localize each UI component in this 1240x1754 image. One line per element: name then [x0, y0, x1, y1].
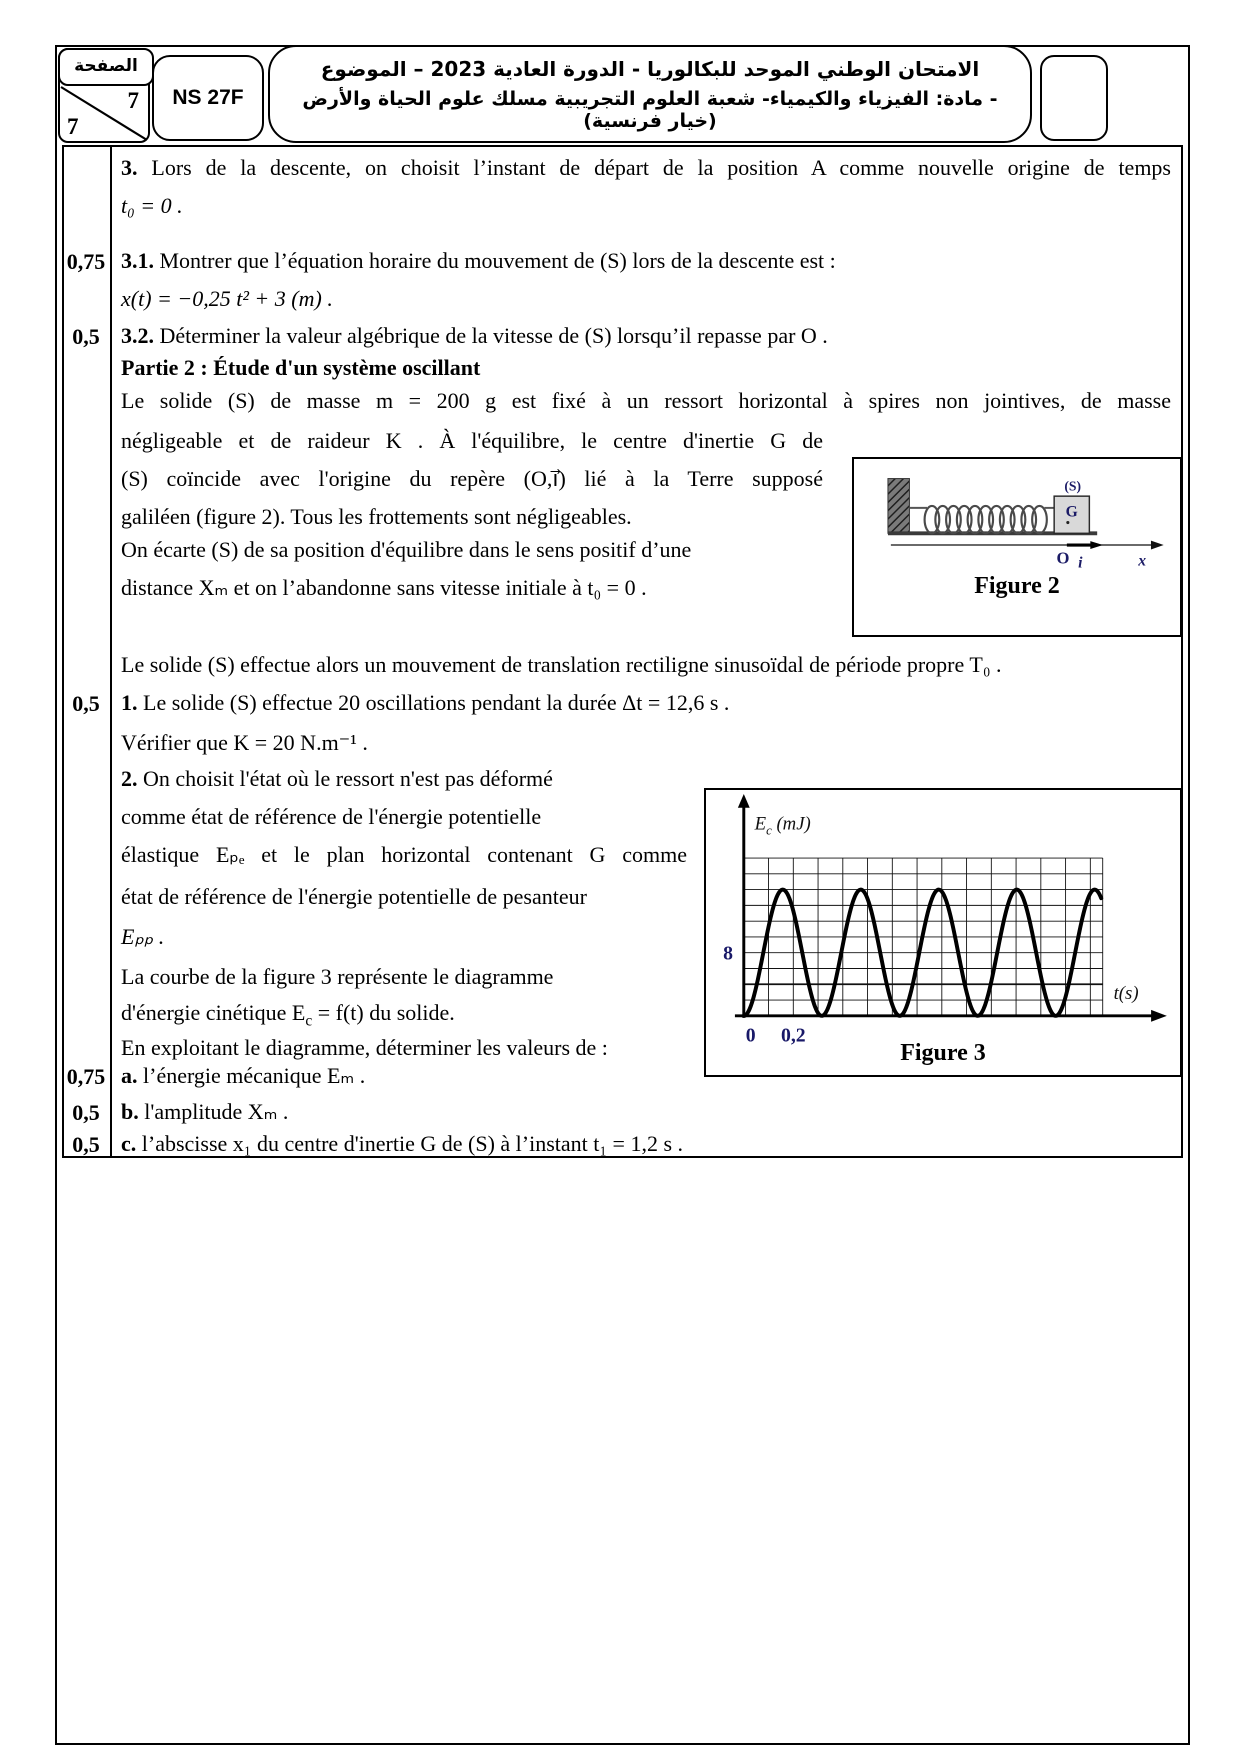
exam-reference-box: NS 27F [152, 55, 264, 141]
origin-label: O [1056, 548, 1070, 568]
line-text: Le solide (S) effectue 20 oscillations pendant la durée Δt = 12,6 s . [143, 690, 730, 715]
figure3-caption: Figure 3 [900, 1040, 986, 1066]
empty-corner-box [1040, 55, 1108, 141]
text-line [121, 504, 823, 530]
line-text: état de référence de l'énergie potentielle de pesanteur [121, 884, 587, 909]
text-line [121, 1000, 687, 1034]
text-line [121, 804, 687, 830]
x-axis-label: t(s) [1113, 983, 1139, 1005]
line-label: Partie 2 : Étude d'un système oscillant [121, 355, 481, 380]
line-text: négligeable et de raideur K . À l'équilibre, le centre d'inertie G de [121, 428, 823, 453]
marks-column-divider [110, 147, 112, 1156]
wall [888, 479, 910, 534]
line-text: élastique Eₚₑ et le plan horizontal contenant G comme [121, 842, 687, 867]
line-text: Vérifier que K = 20 N.m⁻¹ . [121, 730, 368, 755]
axis-name-label: x [1138, 552, 1147, 570]
line-text: Montrer que l’équation horaire du mouvement de (S) lors de la descente est : [159, 248, 836, 273]
text-line [121, 964, 687, 990]
y-axis-arrowhead [738, 794, 750, 808]
exam-title-line2: - مادة: الفيزياء والكيمياء- شعبة العلوم التجريبية مسلك علوم الحياة والأرض (خيار فرنسية) [302, 87, 998, 132]
line-text: En exploitant le diagramme, déterminer les valeurs de : [121, 1035, 608, 1060]
unit-vector-label: i⃗ [1078, 554, 1095, 572]
line-label: 3.1. [121, 248, 154, 273]
line-text: distance Xₘ et on l’abandonne sans vitesse initiale à t₀ = 0 . [121, 575, 647, 600]
content-table [62, 145, 1183, 1158]
x-tick-02: 0,2 [780, 1024, 806, 1047]
line-text: Déterminer la valeur algébrique de la vitesse de (S) lorsqu’il repasse par O . [159, 323, 828, 348]
y-axis-label: $E_c$ (mJ) [754, 813, 811, 838]
line-label: 1. [121, 690, 138, 715]
line-label: a. [121, 1063, 138, 1088]
text-line [121, 248, 1181, 274]
text-line [121, 884, 687, 910]
mark-value: 0,75 [66, 1064, 106, 1089]
line-text: Le solide (S) effectue alors un mouvement de translation rectiligne sinusoïdal de période propre T₀ . [121, 652, 1002, 677]
text-line [121, 466, 823, 492]
page-label: الصفحة [58, 48, 154, 86]
line-label: 3. [121, 155, 138, 180]
text-line [121, 766, 687, 792]
line-text: d'énergie cinétique $E_c = f(t)$ du solide. [121, 1000, 455, 1030]
line-text: l'amplitude Xₘ . [144, 1099, 289, 1124]
line-text: t₀ = 0 . [121, 193, 183, 218]
text-line [121, 652, 1181, 678]
line-text: Eₚₚ . [121, 924, 165, 949]
center-dot [1066, 521, 1069, 524]
text-line [121, 428, 823, 454]
center-of-inertia-label: G [1065, 503, 1078, 521]
text-line [121, 1063, 1181, 1089]
line-text: comme état de référence de l'énergie potentielle [121, 804, 542, 829]
x-tick-0: 0 [745, 1024, 756, 1047]
page-number-box [58, 48, 150, 143]
text-line [121, 690, 1181, 716]
line-text: Lors de la descente, on choisit l’instant de départ de la position A comme nouvelle origine de temps [151, 155, 1171, 180]
text-line [121, 537, 823, 563]
text-line [121, 730, 1181, 756]
exam-title-line1: الامتحان الوطني الموحد للبكالوريا - الدورة العادية 2023 – الموضوع [320, 56, 980, 81]
text-line [121, 1035, 687, 1061]
figure2-box [852, 457, 1182, 637]
text-line [121, 842, 687, 868]
text-line [121, 575, 823, 601]
exam-title-box [268, 45, 1032, 143]
line-text: On écarte (S) de sa position d'équilibre dans le sens positif d’une [121, 537, 692, 562]
line-label: b. [121, 1099, 139, 1124]
figure2-caption: Figure 2 [974, 573, 1060, 599]
text-line [121, 388, 1171, 414]
text-line [121, 355, 1181, 381]
text-line [121, 286, 1181, 312]
line-label: c. [121, 1131, 137, 1156]
mark-value: 0,5 [72, 324, 100, 349]
text-line [121, 323, 1181, 349]
text-line [121, 924, 1181, 950]
line-label: 3.2. [121, 323, 154, 348]
text-line [121, 155, 1171, 181]
mark-value: 0,5 [72, 1132, 100, 1157]
x-axis-arrowhead [1151, 1010, 1167, 1022]
mark-value: 0,5 [72, 691, 100, 716]
line-text: l’énergie mécanique Eₘ . [143, 1063, 366, 1088]
line-text: galiléen (figure 2). Tous les frottements sont négligeables. [121, 504, 632, 529]
line-text: (S) coïncide avec l'origine du repère (O,i⃗) lié à la Terre supposé [121, 466, 823, 491]
text-line [121, 1131, 1181, 1157]
spring-coils [925, 506, 1047, 533]
line-text: Le solide (S) de masse m = 200 g est fixé à un ressort horizontal à spires non jointives, de masse [121, 388, 1171, 413]
page-total: 7 [67, 114, 79, 139]
mark-value: 0,75 [66, 249, 106, 274]
page-number: 7 [127, 88, 139, 113]
text-line [121, 193, 1181, 219]
line-text: x(t) = −0,25 t² + 3 (m) . [121, 286, 333, 311]
x-axis-arrowhead [1151, 541, 1164, 550]
line-text: La courbe de la figure 3 représente le diagramme [121, 964, 554, 989]
mark-value: 0,5 [72, 1100, 100, 1125]
text-line [121, 1099, 1181, 1125]
unit-vector-arrowhead [1090, 541, 1103, 549]
figure2-diagram [854, 459, 1180, 635]
y-tick-8: 8 [723, 942, 733, 965]
line-text: l’abscisse x₁ du centre d'inertie G de (S) à l’instant t₁ = 1,2 s . [141, 1131, 684, 1156]
solid-label: (S) [1064, 478, 1082, 494]
line-label: 2. [121, 766, 138, 791]
line-text: On choisit l'état où le ressort n'est pas déformé [143, 766, 553, 791]
